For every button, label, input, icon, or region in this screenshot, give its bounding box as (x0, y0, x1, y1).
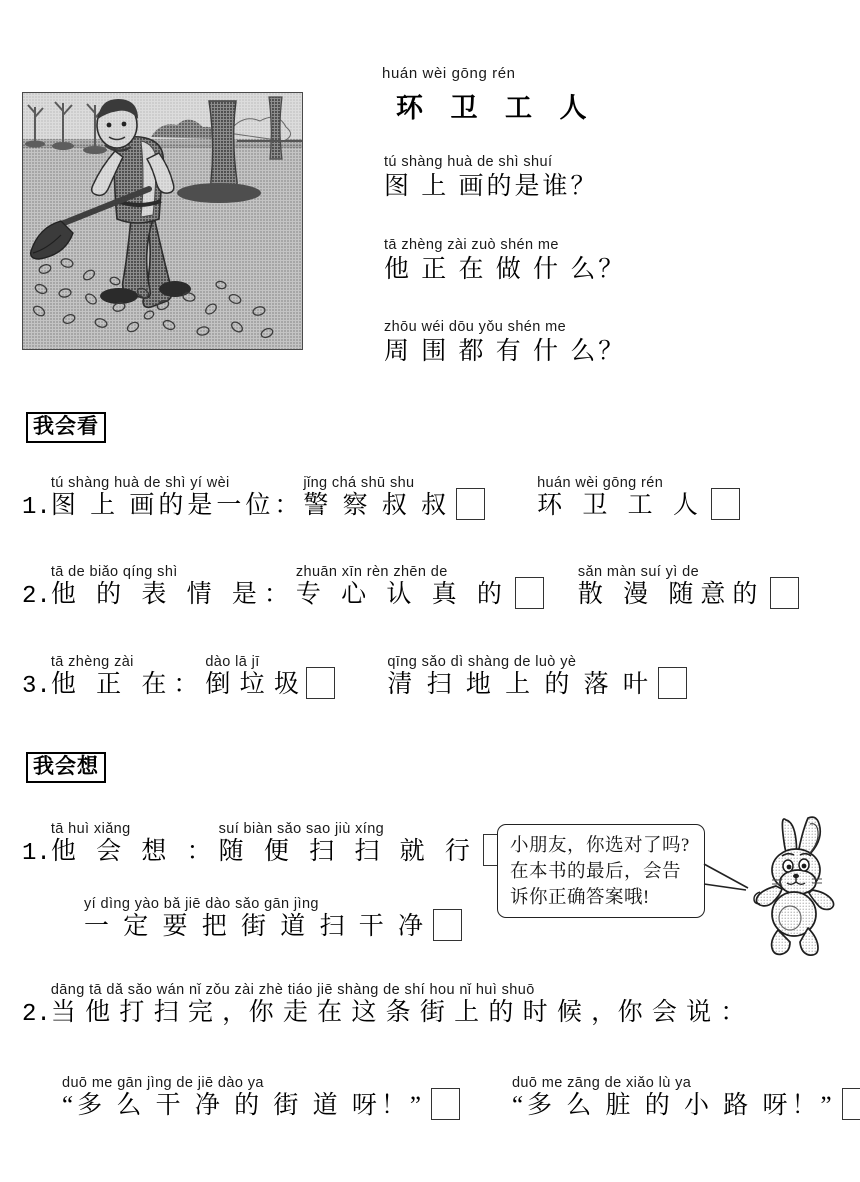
question-stem (51, 476, 304, 521)
option-b-hanzi: “多 么 脏 的 小 路 呀！” (511, 1091, 836, 1119)
option-a (303, 476, 450, 521)
stem-pinyin: tā huì xiǎng (50, 821, 131, 837)
section-header-think: 我会想 (26, 752, 106, 783)
option-a-pinyin: suí biàn sǎo sao jiù xíng (218, 821, 385, 837)
top-question-3 (382, 320, 626, 367)
stem-hanzi: 他 会 想 ： (50, 837, 219, 865)
question-number: 1. (22, 493, 51, 521)
page-title (382, 66, 597, 125)
option-b-hanzi: 一 定 要 把 街 道 扫 干 净 (84, 912, 428, 940)
option-a-pinyin: duō me gān jìng de jiē dào ya (62, 1075, 264, 1091)
option-b-pinyin: duō me zāng de xiǎo lù ya (511, 1075, 692, 1091)
option-a (219, 822, 477, 867)
top-question-1 (382, 155, 599, 202)
stem-hanzi: 他 的 表 情 是： (50, 580, 296, 608)
stem-pinyin: dāng tā dǎ sǎo wán nǐ zǒu zài zhè tiáo jiē shàng de shí hou nǐ huì shuō (50, 982, 535, 998)
option-b-pinyin: qīng sǎo dì shàng de luò yè (387, 654, 577, 670)
question-stem (51, 983, 747, 1028)
top-question-2 (382, 238, 626, 285)
option-b-checkbox[interactable] (433, 909, 462, 941)
option-b-checkbox[interactable] (711, 488, 740, 520)
rabbit-mascot (742, 812, 846, 960)
option-a-pinyin: jǐng chá shū shu (303, 475, 415, 491)
top-question-1-pinyin: tú shàng huà de shì shuí (384, 154, 553, 170)
stem-hanzi: 当 他 打 扫 完 ，你 走 在 这 条 街 上 的 时 候 ，你 会 说 ： (50, 998, 747, 1026)
option-b (578, 565, 765, 610)
option-b (387, 655, 652, 700)
question-number: 3. (22, 672, 51, 700)
stem-pinyin: tā zhèng zài (50, 654, 134, 670)
question-row-think-2 (22, 983, 747, 1028)
option-a (296, 565, 509, 610)
top-question-2-hanzi: 他 正 在 做 什 么？ (384, 255, 627, 283)
option-a-checkbox[interactable] (515, 577, 544, 609)
option-b-checkbox[interactable] (770, 577, 799, 609)
option-a-checkbox[interactable] (431, 1088, 460, 1120)
option-b (84, 897, 427, 942)
option-b (512, 1076, 836, 1121)
stem-hanzi: 他 正 在： (50, 670, 206, 698)
question-number: 2. (22, 1000, 51, 1028)
option-b-hanzi: 清 扫 地 上 的 落 叶 (387, 670, 652, 698)
title-hanzi: 环 卫 工 人 (396, 92, 597, 123)
top-question-3-hanzi: 周 围 都 有 什 么？ (384, 337, 627, 365)
speech-bubble-line-2: 在本书的最后，会告 (510, 862, 682, 882)
question-row-think-1-option-b (84, 897, 462, 942)
title-pinyin: huán wèi gōng rén (382, 65, 516, 82)
question-stem (51, 655, 206, 700)
speech-bubble (497, 824, 705, 918)
question-row-think-1 (22, 822, 512, 867)
option-a-hanzi: 警 察 叔 叔 (303, 491, 451, 519)
top-question-1-hanzi: 图 上 画的是谁？ (384, 172, 599, 200)
question-row-see-2 (22, 565, 799, 610)
option-a-hanzi: “多 么 干 净 的 街 道 呀！” (62, 1091, 425, 1119)
question-row-think-2-options (62, 1076, 860, 1121)
stem-pinyin: tú shàng huà de shì yí wèi (50, 475, 230, 491)
option-a-pinyin: zhuān xīn rèn zhēn de (295, 564, 448, 580)
option-b-checkbox[interactable] (658, 667, 687, 699)
option-a (205, 655, 300, 700)
option-b-hanzi: 散 漫 随意的 (577, 580, 765, 608)
option-a (62, 1076, 425, 1121)
option-a-hanzi: 专 心 认 真 的 (295, 580, 509, 608)
question-row-see-3 (22, 655, 687, 700)
option-b-pinyin: yí dìng yào bǎ jiē dào sǎo gān jìng (84, 896, 319, 912)
section-header-see: 我会看 (26, 412, 106, 443)
question-row-see-1 (22, 476, 740, 521)
speech-bubble-line-1: 小朋友，你选对了吗? (510, 836, 690, 856)
question-stem (51, 565, 296, 610)
option-b-hanzi: 环 卫 工 人 (537, 491, 705, 519)
question-stem (51, 822, 219, 867)
option-a-checkbox[interactable] (456, 488, 485, 520)
option-a-hanzi: 随 便 扫 扫 就 行 (218, 837, 477, 865)
top-question-3-pinyin: zhōu wéi dōu yǒu shén me (384, 319, 567, 335)
top-question-2-pinyin: tā zhèng zài zuò shén me (384, 237, 559, 253)
option-a-pinyin: dào lā jī (205, 654, 260, 670)
option-b (537, 476, 705, 521)
option-b-pinyin: huán wèi gōng rén (537, 475, 664, 491)
question-number: 2. (22, 582, 51, 610)
stem-pinyin: tā de biǎo qíng shì (50, 564, 178, 580)
speech-bubble-line-3: 诉你正确答案哦! (510, 888, 650, 908)
option-b-checkbox[interactable] (842, 1088, 860, 1120)
stem-hanzi: 图 上 画的是一位： (50, 491, 304, 519)
question-number: 1. (22, 839, 51, 867)
option-a-hanzi: 倒 垃 圾 (205, 670, 301, 698)
option-b-pinyin: sǎn màn suí yì de (577, 564, 700, 580)
street-sweeper-illustration (22, 92, 303, 350)
option-a-checkbox[interactable] (306, 667, 335, 699)
